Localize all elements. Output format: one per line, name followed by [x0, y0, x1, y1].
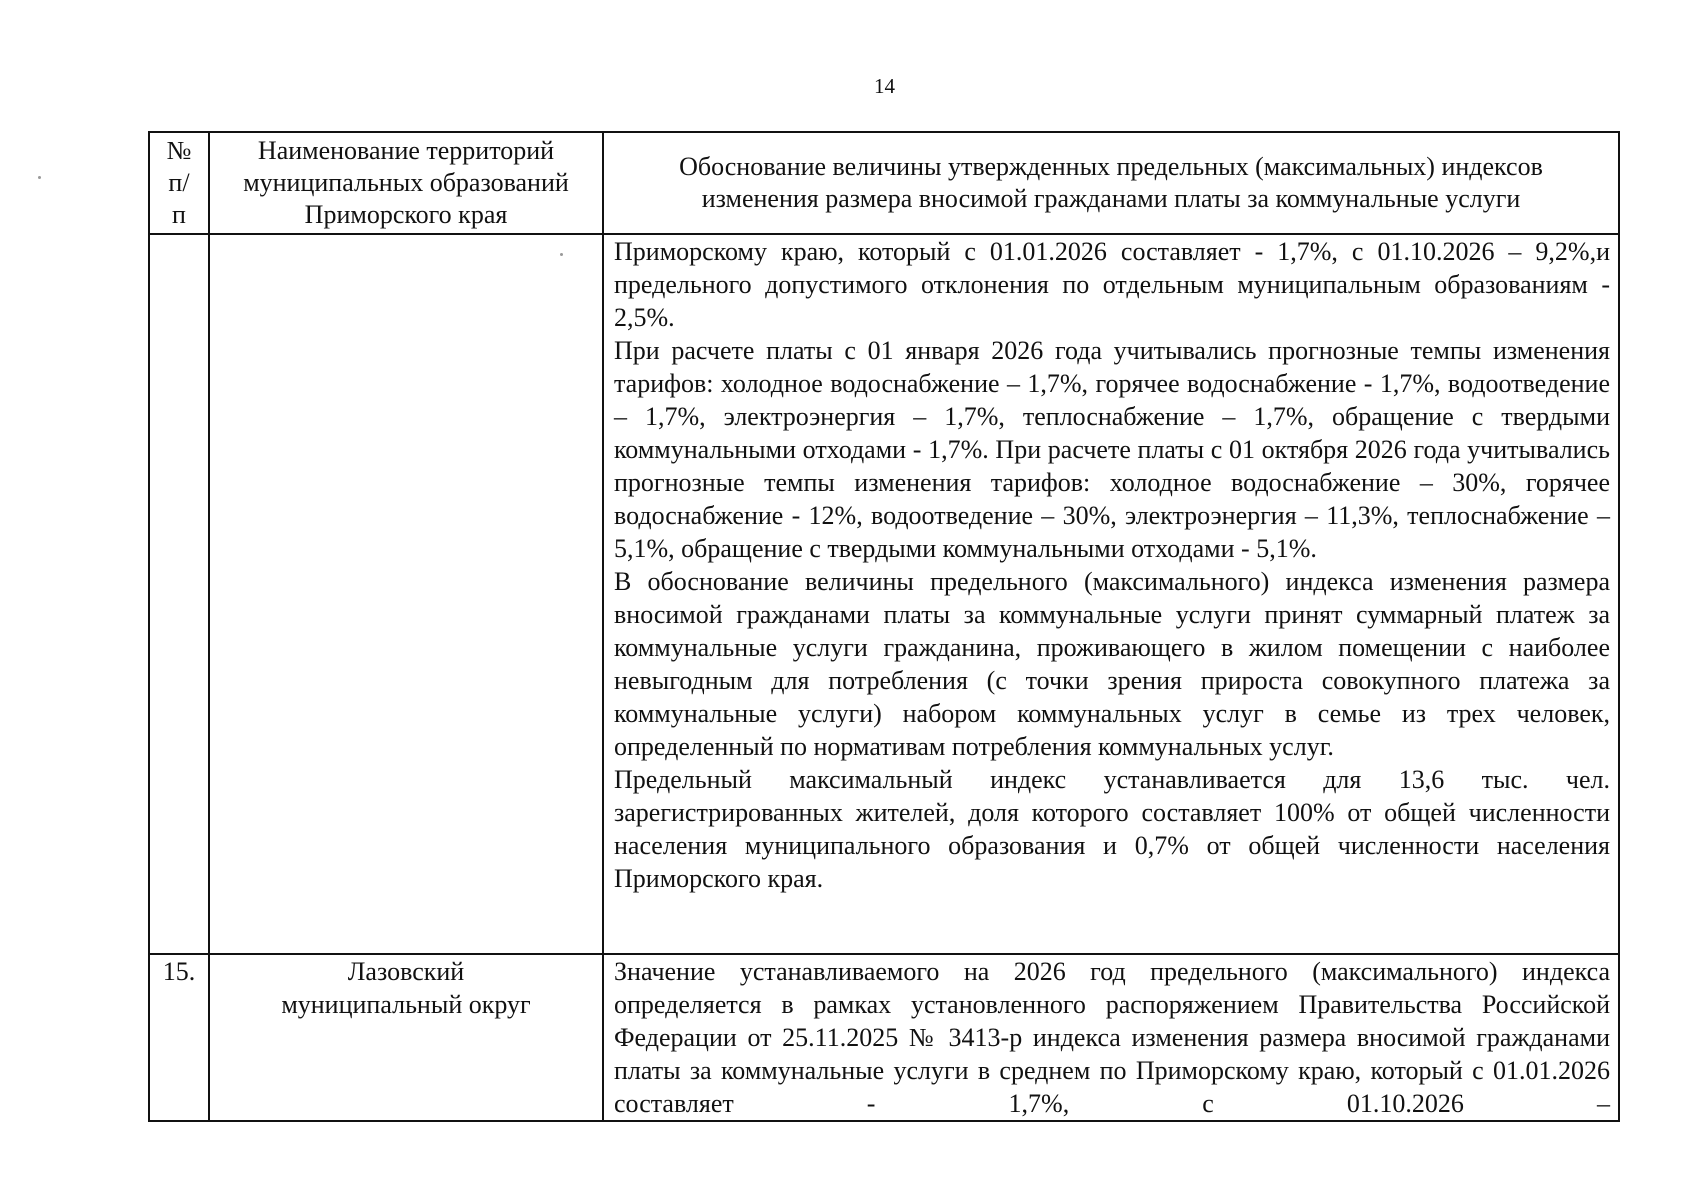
justification-paragraph: Предельный максимальный индекс устанавливается для 13,6 тыс. чел. зарегистрированных жителей, доля которого составляет 100% от общей численности населения муниципального образования и 0,7% от общей численности населения Приморского края.: [614, 765, 1610, 893]
justification-paragraph: Значение устанавливаемого на 2026 год предельного (максимального) индекса определяется в рамках установленного распоряжением Правительства Российской Федерации от 25.11.2025 № 3413-р индекса изменения размера вносимой гражданами платы за коммунальные услуги в среднем по Приморскому краю, который с 01.01.2026 составляет - 1,7%, с 01.10.2026 –: [614, 957, 1610, 1118]
header-territory-name: Наименование территорий муниципальных образований Приморского края: [209, 132, 603, 234]
table-row: [149, 234, 1619, 954]
tariff-index-table: [148, 131, 1620, 1122]
row-number: 15.: [149, 954, 209, 1121]
justification-paragraph: В обоснование величины предельного (максимального) индекса изменения размера вносимой гражданами платы за коммунальные услуги принят суммарный платеж за коммунальные услуги гражданина, проживающего в жилом помещении с наиболее невыгодным для потребления (с точки зрения прироста совокупного платежа за коммунальные услуги) набором коммунальных услуг в семье из трех человек, определенный по нормативам потребления коммунальных услуг.: [614, 567, 1610, 761]
header-number: № п/п: [149, 132, 209, 234]
justification-paragraph: Приморскому краю, который с 01.01.2026 составляет - 1,7%, с 01.10.2026 – 9,2%,и предельного допустимого отклонения по отдельным муниципальным образованиям - 2,5%.: [614, 237, 1610, 332]
territory-name: Лазовский муниципальный округ: [209, 954, 603, 1121]
scan-artifact: [560, 253, 563, 256]
territory-name: [209, 234, 603, 954]
justification-cell: [603, 234, 1619, 954]
justification-paragraph: При расчете платы с 01 января 2026 года учитывались прогнозные темпы изменения тарифов: холодное водоснабжение – 1,7%, горячее водоснабжение - 1,7%, водоотведение – 1,7%, электроэнергия – 1,7%, теплоснабжение – 1,7%, обращение с твердыми коммунальными отходами - 1,7%. При расчете платы с 01 октября 2026 года учитывались прогнозные темпы изменения тарифов: холодное водоснабжение – 30%, горячее водоснабжение - 12%, водоотведение – 30%, электроэнергия – 11,3%, теплоснабжение – 5,1%, обращение с твердыми коммунальными отходами - 5,1%.: [614, 336, 1610, 563]
page-number: 14: [874, 74, 895, 98]
table-row: [149, 954, 1619, 1121]
scan-artifact: [38, 176, 41, 179]
row-number: [149, 234, 209, 954]
table-header: [149, 132, 1619, 234]
justification-cell: [603, 954, 1619, 1121]
header-justification: Обоснование величины утвержденных предельных (максимальных) индексов изменения размера вносимой гражданами платы за коммунальные услуги: [603, 132, 1619, 234]
